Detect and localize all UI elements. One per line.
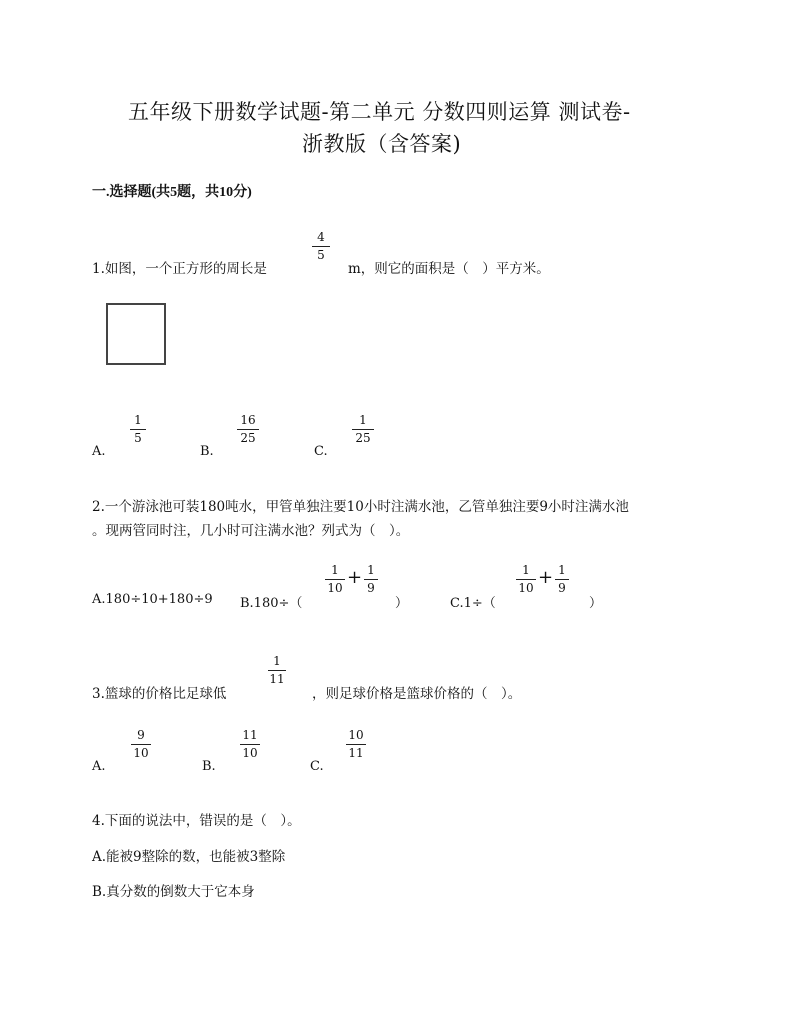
q3-option-c-fraction (346, 729, 366, 760)
q2-option-c-plus: + (538, 567, 554, 588)
q3-prefix: 3.篮球的价格比足球低 (92, 686, 227, 702)
q2-option-b-prefix[interactable]: B.180÷（ (240, 596, 303, 611)
page-title-line2: 浙教版（含答案) (302, 132, 462, 156)
q1-option-a-label[interactable]: A. (92, 444, 106, 459)
q3-option-a-label[interactable]: A. (92, 759, 106, 774)
fraction-denominator: 11 (348, 746, 364, 760)
q2-line2: 。现两管同时注，几小时可注满水池？列式为（ ）。 (92, 523, 410, 539)
q3-fraction-numerator: 1 (273, 654, 281, 668)
fraction-bar (325, 579, 345, 580)
q1-suffix: m，则它的面积是（ ）平方米。 (348, 261, 550, 277)
fraction-bar (516, 579, 536, 580)
q1-fraction-numerator: 4 (317, 230, 325, 244)
q2-line1: 2.一个游泳池可装180吨水，甲管单独注要10小时注满水池，乙管单独注要9小时注满水池 (92, 499, 629, 515)
q3-suffix: ，则足球价格是篮球价格的（ ）。 (312, 686, 522, 702)
q2-option-b-suffix: ） (395, 596, 409, 611)
q1-fraction-denominator: 5 (317, 248, 325, 262)
q1-fraction (312, 231, 330, 262)
q3-fraction (268, 655, 286, 686)
q2-option-c-fraction-2 (555, 564, 569, 595)
fraction-denominator: 10 (518, 581, 534, 595)
fraction-numerator: 1 (367, 563, 375, 577)
fraction-numerator: 10 (348, 728, 364, 742)
page-title-line1: 五年级下册数学试题-第二单元 分数四则运算 测试卷- (128, 100, 631, 124)
fraction-denominator: 5 (134, 431, 142, 445)
fraction-denominator: 9 (367, 581, 375, 595)
fraction-numerator: 1 (522, 563, 530, 577)
q4-option-a[interactable]: A.能被9整除的数，也能被3整除 (92, 849, 286, 865)
fraction-denominator: 10 (133, 746, 149, 760)
q4-option-b[interactable]: B.真分数的倒数大于它本身 (92, 884, 255, 900)
fraction-bar (237, 429, 259, 430)
section-heading: 一.选择题(共5题，共10分) (92, 185, 252, 200)
fraction-bar (346, 744, 366, 745)
fraction-bar (364, 579, 378, 580)
fraction-bar (312, 246, 330, 247)
q3-option-a-fraction (131, 729, 151, 760)
q1-option-c-label[interactable]: C. (314, 444, 328, 459)
fraction-bar (240, 744, 260, 745)
q1-option-a-fraction (130, 414, 146, 445)
q2-option-b-fraction-2 (364, 564, 378, 595)
fraction-numerator: 1 (331, 563, 339, 577)
fraction-denominator: 25 (355, 431, 371, 445)
q1-option-b-fraction (237, 414, 259, 445)
q2-option-b-fraction-1 (325, 564, 345, 595)
fraction-denominator: 9 (558, 581, 566, 595)
fraction-bar (268, 670, 286, 671)
q4-stem: 4.下面的说法中，错误的是（ ）。 (92, 813, 301, 829)
fraction-denominator: 10 (327, 581, 343, 595)
fraction-numerator: 1 (134, 413, 142, 427)
fraction-bar (352, 429, 374, 430)
fraction-numerator: 11 (242, 728, 258, 742)
q1-option-b-label[interactable]: B. (200, 444, 214, 459)
fraction-denominator: 25 (240, 431, 256, 445)
q2-option-c-prefix[interactable]: C.1÷（ (450, 596, 496, 611)
q2-option-b-plus: + (347, 567, 363, 588)
square-figure (106, 303, 166, 365)
fraction-bar (130, 429, 146, 430)
q2-option-a[interactable]: A.180÷10+180÷9 (92, 592, 213, 607)
q3-option-c-label[interactable]: C. (310, 759, 324, 774)
fraction-bar (555, 579, 569, 580)
q3-option-b-label[interactable]: B. (202, 759, 216, 774)
q2-option-c-suffix: ） (589, 596, 603, 611)
fraction-numerator: 9 (137, 728, 145, 742)
fraction-denominator: 10 (242, 746, 258, 760)
fraction-numerator: 16 (240, 413, 256, 427)
q1-option-c-fraction (352, 414, 374, 445)
q3-fraction-denominator: 11 (269, 672, 285, 686)
q1-prefix: 1.如图，一个正方形的周长是 (92, 261, 267, 277)
fraction-numerator: 1 (359, 413, 367, 427)
fraction-numerator: 1 (558, 563, 566, 577)
fraction-bar (131, 744, 151, 745)
q2-option-c-fraction-1 (516, 564, 536, 595)
q3-option-b-fraction (240, 729, 260, 760)
